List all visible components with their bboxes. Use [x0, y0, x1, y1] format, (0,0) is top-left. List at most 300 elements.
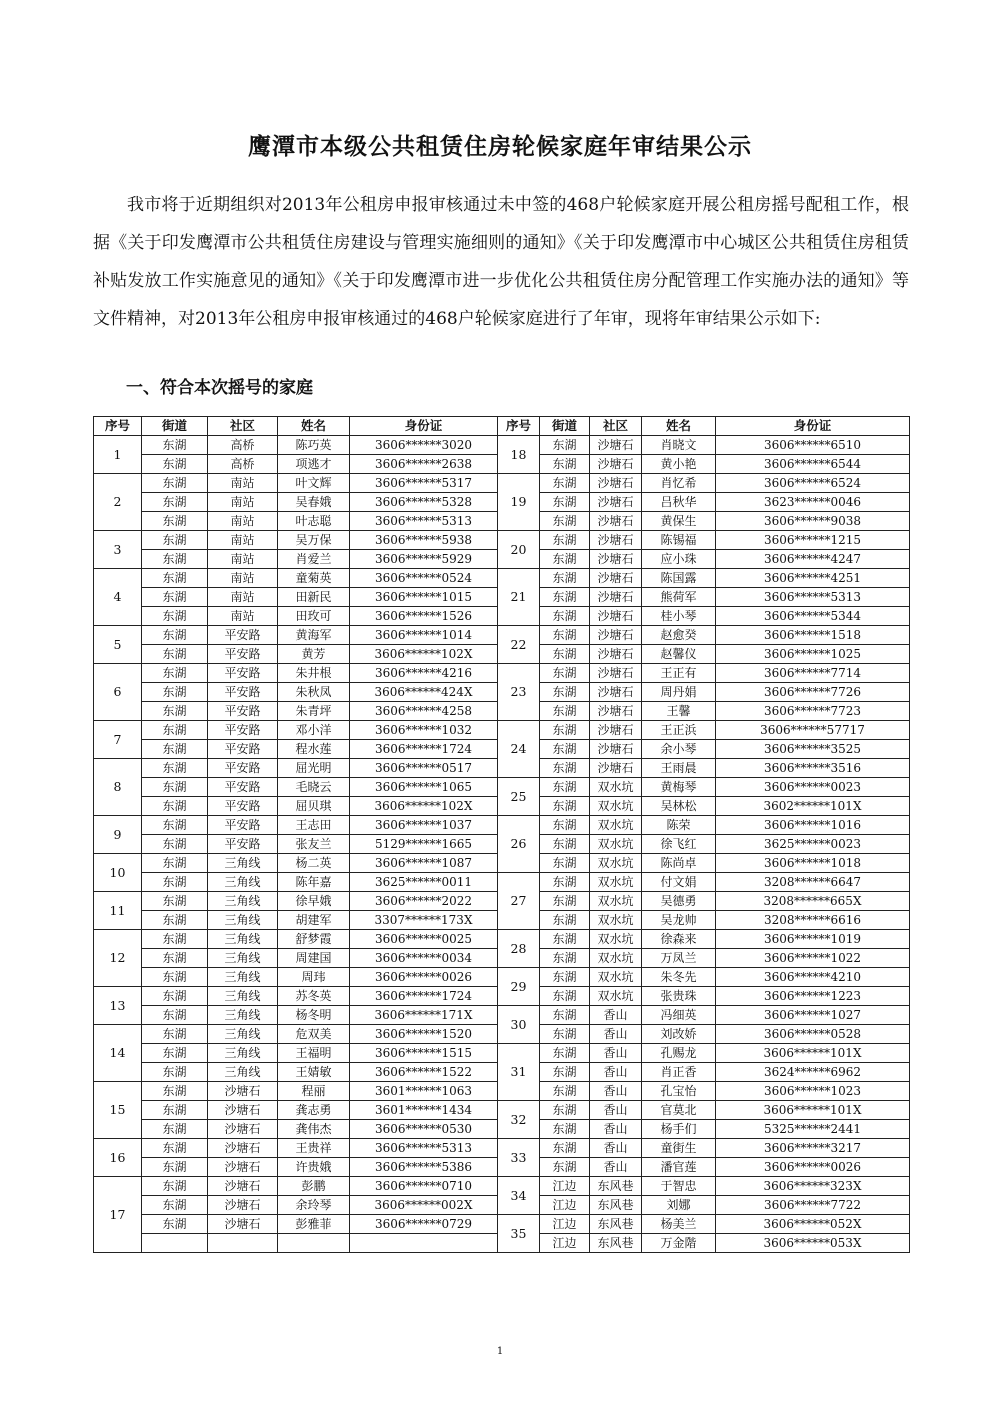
cell-community: 三角线 — [208, 911, 278, 930]
cell-street: 东湖 — [142, 930, 208, 949]
cell-street: 东湖 — [142, 645, 208, 664]
cell-street: 东湖 — [540, 512, 590, 531]
table-row — [94, 1120, 498, 1139]
cell-community: 平安路 — [208, 759, 278, 778]
cell-id-number: 3624******6962 — [716, 1063, 910, 1082]
cell-seq: 4 — [94, 569, 142, 626]
cell-id-number: 3623******0046 — [716, 493, 910, 512]
cell-id-number: 3606******0517 — [350, 759, 498, 778]
cell-id-number: 3606******101X — [716, 1044, 910, 1063]
cell-community: 香山 — [590, 1063, 642, 1082]
cell-id-number: 3606******1215 — [716, 531, 910, 550]
cell-community: 三角线 — [208, 892, 278, 911]
table-row — [94, 550, 498, 569]
cell-street: 东湖 — [142, 1063, 208, 1082]
cell-seq: 6 — [94, 664, 142, 721]
cell-name: 桂小琴 — [642, 607, 716, 626]
cell-street: 东湖 — [540, 436, 590, 455]
cell-name: 童菊英 — [278, 569, 350, 588]
cell-street: 东湖 — [540, 778, 590, 797]
cell-name: 孔赐龙 — [642, 1044, 716, 1063]
cell-name: 孔宝怡 — [642, 1082, 716, 1101]
cell-street: 东湖 — [142, 683, 208, 702]
cell-street: 江边 — [540, 1196, 590, 1215]
header-seq: 序号 — [498, 417, 540, 436]
table-row — [498, 607, 910, 626]
cell-seq: 2 — [94, 474, 142, 531]
table-row — [498, 1139, 910, 1158]
cell-community: 双水坑 — [590, 816, 642, 835]
table-row — [498, 626, 910, 645]
cell-street: 东湖 — [540, 626, 590, 645]
cell-name: 周玮 — [278, 968, 350, 987]
cell-id-number: 3606******0729 — [350, 1215, 498, 1234]
cell-id-number: 3606******2638 — [350, 455, 498, 474]
cell-id-number: 3606******0524 — [350, 569, 498, 588]
cell-seq: 10 — [94, 854, 142, 892]
cell-name: 余小琴 — [642, 740, 716, 759]
cell-id-number: 3606******7714 — [716, 664, 910, 683]
cell-id-number: 3606******5328 — [350, 493, 498, 512]
cell-seq: 25 — [498, 778, 540, 816]
cell-street: 东湖 — [142, 569, 208, 588]
table-row — [498, 1234, 910, 1253]
cell-id-number: 3606******57717 — [716, 721, 910, 740]
cell-street: 东湖 — [142, 512, 208, 531]
cell-name: 童街生 — [642, 1139, 716, 1158]
cell-street: 东湖 — [142, 436, 208, 455]
cell-community: 南站 — [208, 512, 278, 531]
cell-id-number: 3606******3020 — [350, 436, 498, 455]
cell-name: 龚伟杰 — [278, 1120, 350, 1139]
cell-name: 徐早娥 — [278, 892, 350, 911]
cell-street: 东湖 — [540, 911, 590, 930]
header-name: 姓名 — [642, 417, 716, 436]
cell-name: 程丽 — [278, 1082, 350, 1101]
cell-name: 官莫北 — [642, 1101, 716, 1120]
table-row — [498, 930, 910, 949]
cell-community: 沙塘石 — [590, 512, 642, 531]
cell-street: 江边 — [540, 1177, 590, 1196]
cell-id-number: 3606******1027 — [716, 1006, 910, 1025]
cell-id-number: 3606******7726 — [716, 683, 910, 702]
cell-id-number: 3606******5313 — [350, 1139, 498, 1158]
cell-id-number: 5325******2441 — [716, 1120, 910, 1139]
table-header-row — [498, 417, 910, 436]
table-row — [498, 1044, 910, 1063]
cell-seq: 15 — [94, 1082, 142, 1139]
cell-community: 沙塘石 — [590, 588, 642, 607]
cell-street: 东湖 — [540, 721, 590, 740]
cell-community: 香山 — [590, 1139, 642, 1158]
cell-name: 黄小艳 — [642, 455, 716, 474]
cell-community: 三角线 — [208, 968, 278, 987]
cell-street: 东湖 — [540, 474, 590, 493]
table-row — [498, 702, 910, 721]
cell-street: 东湖 — [142, 493, 208, 512]
cell-street: 东湖 — [142, 1101, 208, 1120]
cell-street: 东湖 — [540, 569, 590, 588]
cell-name: 程水莲 — [278, 740, 350, 759]
table-row — [498, 987, 910, 1006]
cell-community: 三角线 — [208, 987, 278, 1006]
cell-community: 沙塘石 — [590, 759, 642, 778]
cell-id-number: 3606******5386 — [350, 1158, 498, 1177]
table-row — [94, 569, 498, 588]
cell-street: 东湖 — [142, 588, 208, 607]
cell-name: 周丹娟 — [642, 683, 716, 702]
cell-name — [278, 1234, 350, 1253]
cell-community: 沙塘石 — [208, 1082, 278, 1101]
table-row — [498, 474, 910, 493]
cell-community: 南站 — [208, 531, 278, 550]
cell-street: 江边 — [540, 1234, 590, 1253]
cell-id-number: 3606******1032 — [350, 721, 498, 740]
cell-name: 彭鹏 — [278, 1177, 350, 1196]
cell-street — [142, 1234, 208, 1253]
cell-street: 东湖 — [540, 1120, 590, 1139]
cell-community: 双水坑 — [590, 968, 642, 987]
table-row — [498, 1215, 910, 1234]
cell-id-number: 3606******101X — [716, 1101, 910, 1120]
cell-seq: 21 — [498, 569, 540, 626]
cell-id-number: 3606******1087 — [350, 854, 498, 873]
cell-street: 东湖 — [540, 1006, 590, 1025]
table-row — [94, 778, 498, 797]
table-row — [498, 1158, 910, 1177]
cell-community: 三角线 — [208, 1044, 278, 1063]
cell-street: 东湖 — [142, 607, 208, 626]
cell-community: 沙塘石 — [590, 740, 642, 759]
cell-community: 沙塘石 — [590, 664, 642, 683]
cell-id-number: 3606******5344 — [716, 607, 910, 626]
cell-community: 香山 — [590, 1006, 642, 1025]
table-row — [498, 854, 910, 873]
cell-id-number: 3208******6616 — [716, 911, 910, 930]
cell-name: 毛晓云 — [278, 778, 350, 797]
table-row — [498, 740, 910, 759]
cell-community: 三角线 — [208, 854, 278, 873]
table-header-row — [94, 417, 498, 436]
cell-id-number: 3606******6510 — [716, 436, 910, 455]
cell-community: 南站 — [208, 474, 278, 493]
cell-name: 徐森来 — [642, 930, 716, 949]
cell-community: 沙塘石 — [208, 1215, 278, 1234]
cell-name: 杨冬明 — [278, 1006, 350, 1025]
table-row — [94, 1006, 498, 1025]
cell-name: 邓小洋 — [278, 721, 350, 740]
cell-community: 高桥 — [208, 455, 278, 474]
cell-id-number: 3606******1520 — [350, 1025, 498, 1044]
table-row — [498, 1196, 910, 1215]
cell-street: 东湖 — [540, 702, 590, 721]
cell-street: 东湖 — [540, 797, 590, 816]
table-row — [94, 854, 498, 873]
cell-id-number: 3606******1022 — [716, 949, 910, 968]
cell-community: 平安路 — [208, 626, 278, 645]
cell-street: 东湖 — [540, 664, 590, 683]
cell-street: 东湖 — [142, 474, 208, 493]
cell-name: 万金階 — [642, 1234, 716, 1253]
cell-community: 双水坑 — [590, 930, 642, 949]
cell-id-number: 3606******1223 — [716, 987, 910, 1006]
cell-id-number: 3606******1018 — [716, 854, 910, 873]
table-row — [498, 759, 910, 778]
cell-id-number: 3606******0530 — [350, 1120, 498, 1139]
cell-street: 东湖 — [540, 1063, 590, 1082]
table-row — [94, 626, 498, 645]
cell-community: 香山 — [590, 1158, 642, 1177]
cell-id-number: 3602******101X — [716, 797, 910, 816]
cell-id-number: 3606******1015 — [350, 588, 498, 607]
cell-street: 东湖 — [142, 550, 208, 569]
table-row — [94, 1158, 498, 1177]
cell-id-number: 3606******3217 — [716, 1139, 910, 1158]
table-row — [94, 835, 498, 854]
cell-street: 东湖 — [540, 835, 590, 854]
table-row — [94, 1025, 498, 1044]
cell-name: 陈年嘉 — [278, 873, 350, 892]
cell-id-number: 3606******3525 — [716, 740, 910, 759]
table-row — [94, 512, 498, 531]
cell-community: 沙塘石 — [590, 569, 642, 588]
cell-community: 香山 — [590, 1101, 642, 1120]
cell-community: 沙塘石 — [208, 1196, 278, 1215]
cell-street: 东湖 — [540, 1139, 590, 1158]
section-heading: 一、符合本次摇号的家庭 — [126, 378, 313, 398]
cell-community: 沙塘石 — [590, 474, 642, 493]
cell-street: 东湖 — [540, 968, 590, 987]
cell-id-number: 3606******0034 — [350, 949, 498, 968]
table-row — [94, 930, 498, 949]
cell-community: 香山 — [590, 1025, 642, 1044]
cell-id-number: 3606******7722 — [716, 1196, 910, 1215]
cell-community: 三角线 — [208, 1006, 278, 1025]
table-row — [94, 588, 498, 607]
cell-community: 双水坑 — [590, 854, 642, 873]
table-row — [94, 797, 498, 816]
cell-name: 苏冬英 — [278, 987, 350, 1006]
cell-community: 双水坑 — [590, 949, 642, 968]
cell-community: 平安路 — [208, 702, 278, 721]
cell-community: 平安路 — [208, 778, 278, 797]
cell-name: 陈尚卓 — [642, 854, 716, 873]
table-row — [498, 1025, 910, 1044]
cell-name: 叶志聪 — [278, 512, 350, 531]
cell-id-number: 3606******2022 — [350, 892, 498, 911]
table-row — [94, 607, 498, 626]
cell-id-number: 3208******665X — [716, 892, 910, 911]
cell-community: 香山 — [590, 1120, 642, 1139]
table-row — [498, 1120, 910, 1139]
cell-community: 沙塘石 — [590, 436, 642, 455]
document-title: 鹰潭市本级公共租赁住房轮候家庭年审结果公示 — [248, 134, 752, 160]
cell-street: 东湖 — [540, 740, 590, 759]
table-row — [498, 455, 910, 474]
cell-id-number: 3606******102X — [350, 645, 498, 664]
table-row — [94, 949, 498, 968]
cell-name: 王福明 — [278, 1044, 350, 1063]
cell-name: 王贵祥 — [278, 1139, 350, 1158]
table-row — [94, 816, 498, 835]
cell-seq: 14 — [94, 1025, 142, 1082]
cell-street: 东湖 — [142, 759, 208, 778]
cell-name: 项逃才 — [278, 455, 350, 474]
cell-street: 东湖 — [142, 626, 208, 645]
cell-name: 吴德勇 — [642, 892, 716, 911]
cell-seq: 33 — [498, 1139, 540, 1177]
cell-id-number: 3601******1063 — [350, 1082, 498, 1101]
cell-name: 朱秋凤 — [278, 683, 350, 702]
table-row — [498, 493, 910, 512]
cell-id-number: 3307******173X — [350, 911, 498, 930]
cell-name: 田玫可 — [278, 607, 350, 626]
cell-street: 东湖 — [540, 1158, 590, 1177]
header-community: 社区 — [208, 417, 278, 436]
cell-street: 东湖 — [540, 1044, 590, 1063]
cell-name: 朱井根 — [278, 664, 350, 683]
cell-street: 东湖 — [142, 1006, 208, 1025]
table-row — [94, 968, 498, 987]
cell-id-number: 3606******0528 — [716, 1025, 910, 1044]
cell-id-number: 3601******1434 — [350, 1101, 498, 1120]
cell-street: 东湖 — [540, 683, 590, 702]
cell-community: 沙塘石 — [208, 1139, 278, 1158]
cell-name: 王雨晨 — [642, 759, 716, 778]
cell-name: 万凤兰 — [642, 949, 716, 968]
cell-street: 东湖 — [142, 664, 208, 683]
cell-name: 朱青坪 — [278, 702, 350, 721]
cell-id-number: 3606******4258 — [350, 702, 498, 721]
cell-community: 南站 — [208, 569, 278, 588]
cell-name: 赵馨仪 — [642, 645, 716, 664]
cell-name: 冯细英 — [642, 1006, 716, 1025]
cell-street: 东湖 — [142, 531, 208, 550]
table-row — [498, 949, 910, 968]
cell-community: 沙塘石 — [590, 531, 642, 550]
cell-name: 肖忆希 — [642, 474, 716, 493]
table-row — [498, 797, 910, 816]
table-row — [498, 1006, 910, 1025]
cell-street: 东湖 — [142, 835, 208, 854]
cell-name: 吴龙帅 — [642, 911, 716, 930]
cell-community — [208, 1234, 278, 1253]
cell-community: 双水坑 — [590, 892, 642, 911]
table-row — [498, 892, 910, 911]
cell-street: 东湖 — [540, 949, 590, 968]
table-row — [498, 1082, 910, 1101]
cell-name: 黄芳 — [278, 645, 350, 664]
cell-id-number: 3606******1025 — [716, 645, 910, 664]
cell-id-number: 3208******6647 — [716, 873, 910, 892]
cell-name: 刘娜 — [642, 1196, 716, 1215]
cell-street: 东湖 — [142, 1120, 208, 1139]
cell-id-number: 3606******1515 — [350, 1044, 498, 1063]
cell-id-number: 3606******4210 — [716, 968, 910, 987]
cell-name: 陈锡福 — [642, 531, 716, 550]
cell-seq: 12 — [94, 930, 142, 987]
table-row — [94, 1234, 498, 1253]
cell-name: 黄海军 — [278, 626, 350, 645]
table-row — [94, 911, 498, 930]
cell-seq: 28 — [498, 930, 540, 968]
cell-name: 王正浜 — [642, 721, 716, 740]
cell-seq: 27 — [498, 873, 540, 930]
cell-street: 东湖 — [540, 873, 590, 892]
cell-street: 江边 — [540, 1215, 590, 1234]
cell-name: 龚志勇 — [278, 1101, 350, 1120]
cell-id-number: 3606******0026 — [350, 968, 498, 987]
cell-street: 东湖 — [142, 854, 208, 873]
cell-name: 彭雅菲 — [278, 1215, 350, 1234]
table-row — [498, 588, 910, 607]
cell-id-number: 5129******1665 — [350, 835, 498, 854]
cell-id-number: 3606******1522 — [350, 1063, 498, 1082]
eligible-households-table-right — [497, 416, 910, 1253]
cell-name: 应小珠 — [642, 550, 716, 569]
cell-community: 平安路 — [208, 797, 278, 816]
cell-community: 双水坑 — [590, 778, 642, 797]
cell-street: 东湖 — [142, 1082, 208, 1101]
cell-street: 东湖 — [540, 607, 590, 626]
cell-name: 黄梅琴 — [642, 778, 716, 797]
cell-street: 东湖 — [540, 1082, 590, 1101]
cell-id-number: 3606******1724 — [350, 987, 498, 1006]
cell-id-number: 3606******9038 — [716, 512, 910, 531]
cell-name: 黄保生 — [642, 512, 716, 531]
cell-id-number: 3606******1518 — [716, 626, 910, 645]
header-street: 街道 — [540, 417, 590, 436]
cell-name: 舒梦霞 — [278, 930, 350, 949]
table-row — [498, 569, 910, 588]
table-row — [94, 892, 498, 911]
header-name: 姓名 — [278, 417, 350, 436]
table-row — [498, 778, 910, 797]
cell-id-number: 3606******5938 — [350, 531, 498, 550]
cell-name: 危双美 — [278, 1025, 350, 1044]
cell-street: 东湖 — [142, 873, 208, 892]
table-row — [94, 1196, 498, 1215]
cell-community: 平安路 — [208, 740, 278, 759]
table-row — [498, 512, 910, 531]
table-row — [94, 702, 498, 721]
cell-id-number: 3606******0026 — [716, 1158, 910, 1177]
cell-seq: 23 — [498, 664, 540, 721]
header-id-number: 身份证 — [716, 417, 910, 436]
cell-id-number: 3606******1014 — [350, 626, 498, 645]
table-row — [94, 1101, 498, 1120]
table-row — [498, 1063, 910, 1082]
table-row — [498, 664, 910, 683]
cell-name: 肖正香 — [642, 1063, 716, 1082]
cell-community: 平安路 — [208, 645, 278, 664]
cell-id-number: 3606******1019 — [716, 930, 910, 949]
cell-id-number: 3606******102X — [350, 797, 498, 816]
cell-name: 肖爱兰 — [278, 550, 350, 569]
cell-seq: 31 — [498, 1044, 540, 1101]
cell-seq: 20 — [498, 531, 540, 569]
table-row — [498, 683, 910, 702]
cell-name: 王馨 — [642, 702, 716, 721]
cell-seq: 16 — [94, 1139, 142, 1177]
cell-name: 胡建军 — [278, 911, 350, 930]
cell-community: 双水坑 — [590, 797, 642, 816]
cell-id-number: 3606******4251 — [716, 569, 910, 588]
cell-street: 东湖 — [142, 949, 208, 968]
cell-id-number: 3606******5313 — [350, 512, 498, 531]
cell-seq: 8 — [94, 759, 142, 816]
cell-id-number: 3606******4216 — [350, 664, 498, 683]
